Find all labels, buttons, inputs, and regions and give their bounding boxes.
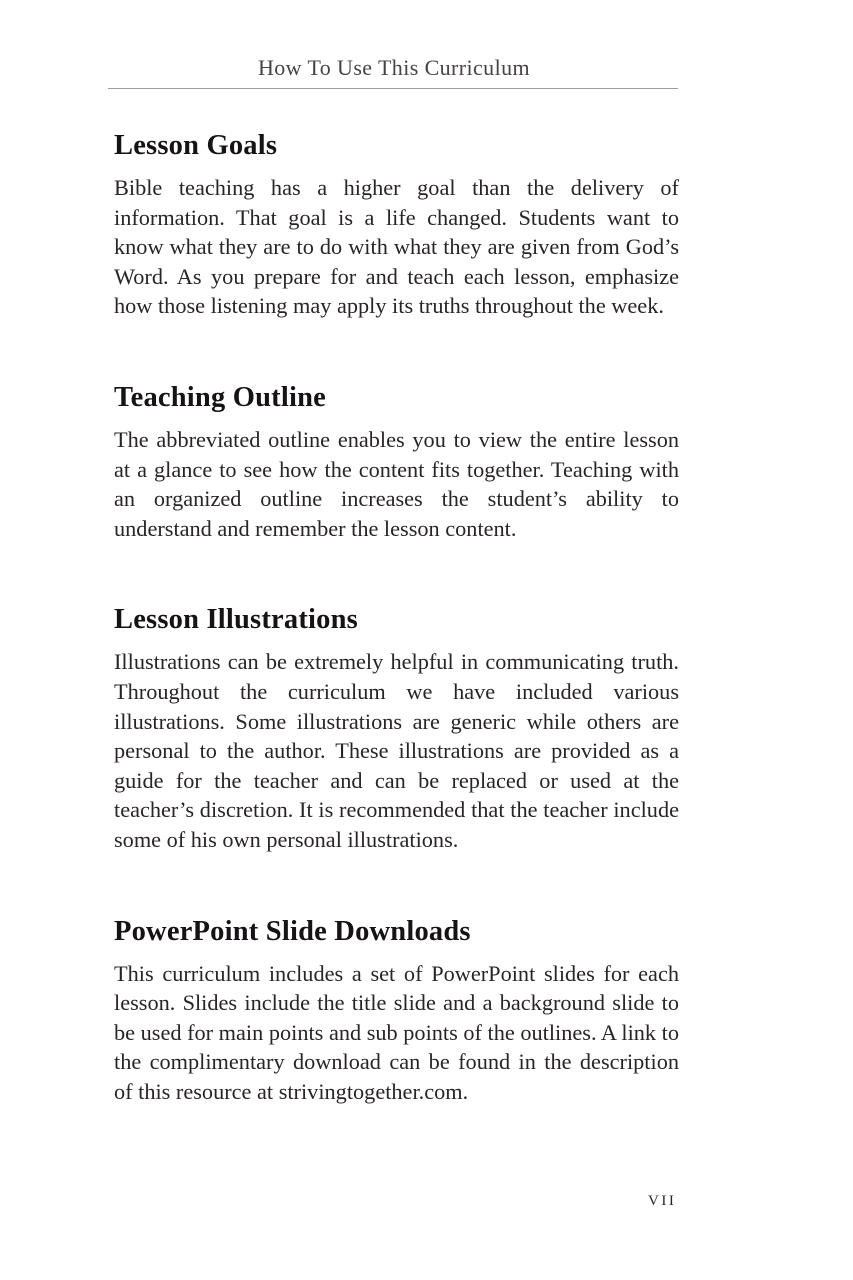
section-lesson-illustrations xyxy=(114,603,679,854)
section-teaching-outline xyxy=(114,381,679,543)
section-body-lesson-illustrations: Illustrations can be extremely helpful in communicating truth. Throughout the curriculum we have included various illustrations. Some illustrations are generic while others are personal to the author. These illustrations are provided as a guide for the teacher and can be replaced or used at the teacher’s discretion. It is recommended that the teacher include some of his own personal illustrations. xyxy=(114,649,679,852)
section-heading-powerpoint-slide-downloads: PowerPoint Slide Downloads xyxy=(114,915,471,947)
header-rule xyxy=(108,88,678,89)
section-body-lesson-goals: Bible teaching has a higher goal than the delivery of information. That goal is a life changed. Students want to know what they are to do with what they are given from God’s Word. As you prepare for and teach each lesson, emphasize how those listening may apply its truths throughout the week. xyxy=(114,175,679,319)
page-content xyxy=(114,129,679,1166)
section-heading-lesson-goals: Lesson Goals xyxy=(114,130,278,161)
section-heading-teaching-outline: Teaching Outline xyxy=(114,381,326,413)
section-lesson-goals xyxy=(114,129,679,321)
page-number: VII xyxy=(648,1193,677,1209)
section-powerpoint-slide-downloads xyxy=(114,915,679,1107)
section-heading-lesson-illustrations: Lesson Illustrations xyxy=(114,604,358,636)
section-body-powerpoint-slide-downloads: This curriculum includes a set of PowerPoint slides for each lesson. Slides include the title slide and a background slide to be used for main points and sub points of the outlines. A link to the complimentary download can be found in the description of this resource at strivingtogether.com. xyxy=(114,960,679,1104)
section-body-teaching-outline: The abbreviated outline enables you to view the entire lesson at a glance to see how the content fits together. Teaching with an organized outline increases the student’s ability to understand and remember the lesson content. xyxy=(114,426,679,541)
running-header: How To Use This Curriculum xyxy=(257,55,531,80)
